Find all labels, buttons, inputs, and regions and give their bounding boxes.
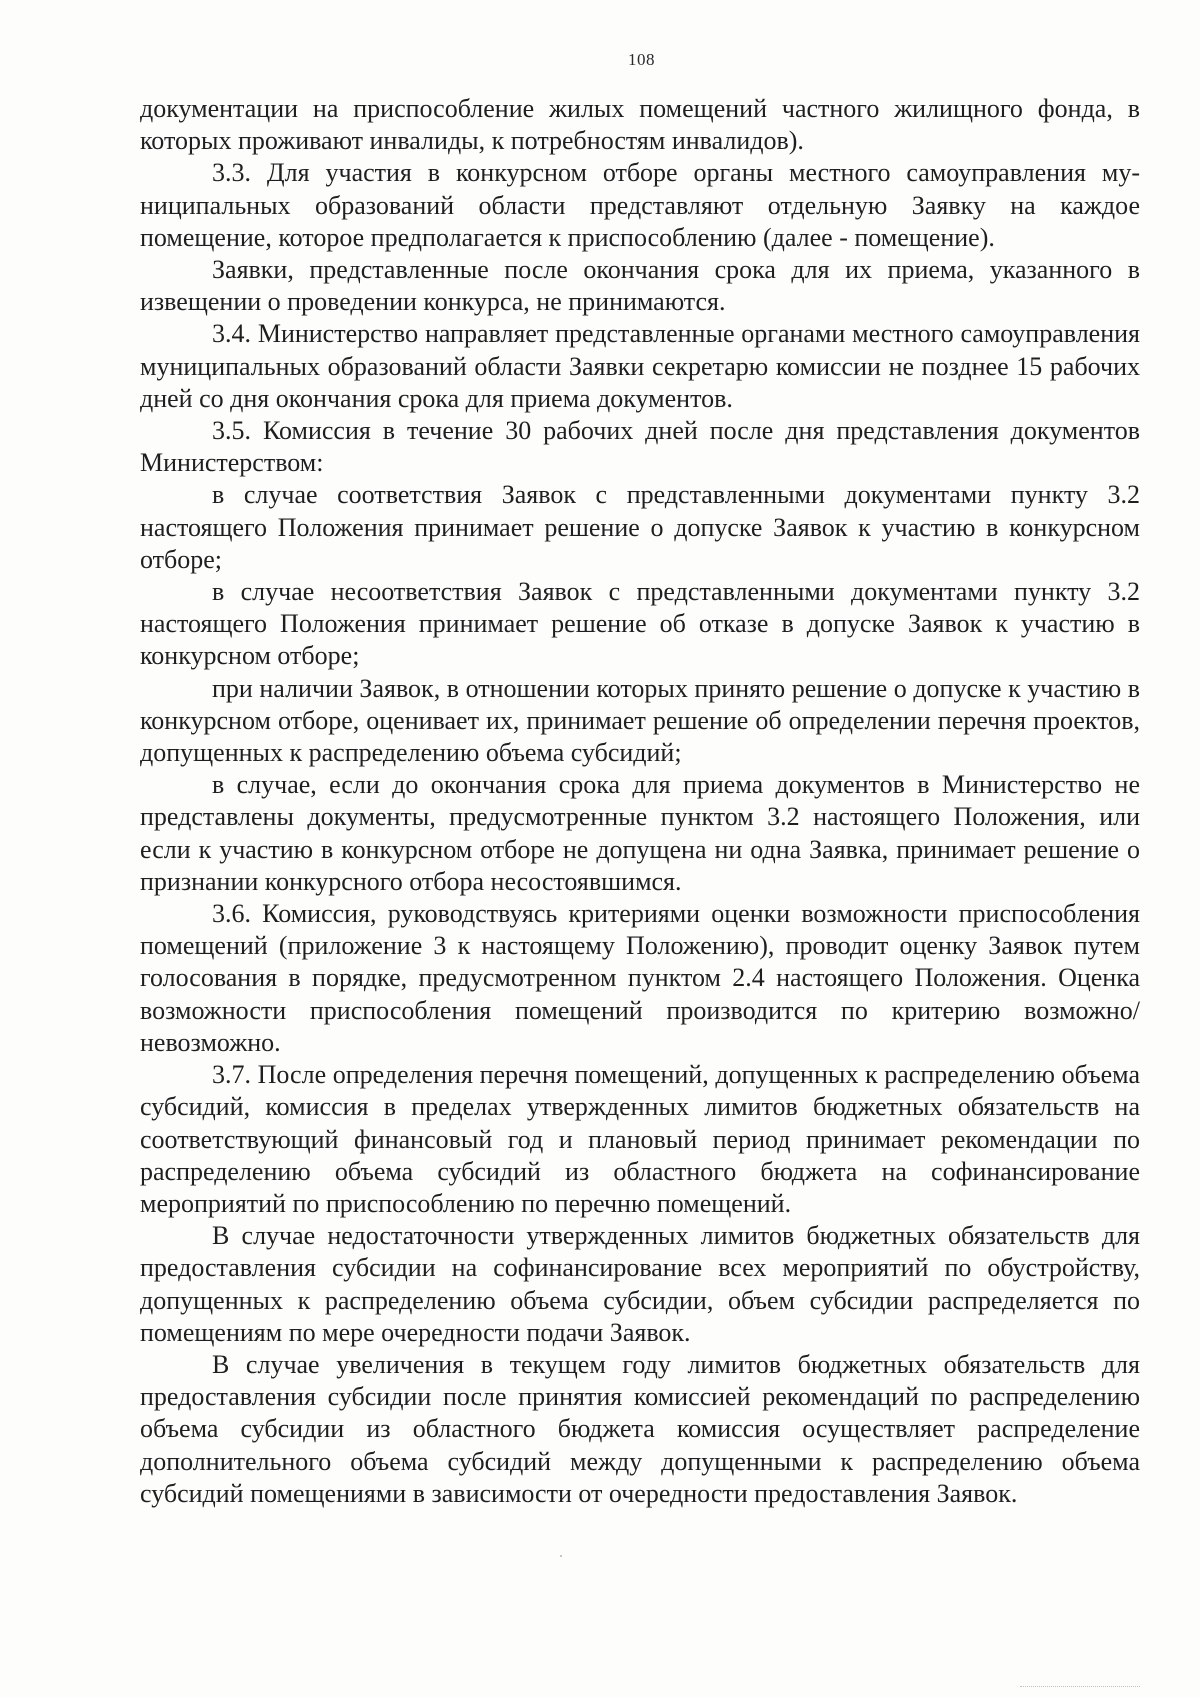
paragraph-insufficient-limits: В случае недостаточности утвержденных лимитов бюджетных обязательств для предоставления субсидии на софинансирование всех мероприятий по обустройству, допущенных к распределению объема субсидии, объем субсидии распределяется по помещениям по мере очередности подачи Заявок. (140, 1221, 1140, 1347)
paragraph-3-5-compliance: в случае соответствия Заявок с представленными документами пункту 3.2 настоящего Положения принимает решение о допуске Заявок к участию в конкурсном отборе; (140, 480, 1140, 574)
paragraph-3-5-failed-selection: в случае, если до окончания срока для приема документов в Министерство не представлены документы, предусмотренные пунктом 3.2 настоящего Положения, или если к участию в конкурсном отборе не допущена ни одна Заявка, принимает решение о признании конкурсного отбора несостоявшимся. (140, 770, 1140, 896)
page-number: 108 (628, 50, 655, 69)
paragraph-3-5-evaluation: при наличии Заявок, в отношении которых принято решение о допуске к участию в конкурсном отборе, оценивает их, принимает решение об определении перечня проектов, допущенных к распределению объема субсидий; (140, 673, 1140, 768)
paragraph-continuation: документации на приспособление жилых помещений частного жилищного фонда, в которых проживают инвалиды, к потребностям инвалидов). (140, 94, 1140, 156)
paragraph-3-4: 3.4. Министерство направляет представленные органами местного самоуправления муниципальных образований области Заявки секретарю комиссии не позднее 15 рабочих дней со дня окончания срока для приема документов. (140, 319, 1140, 413)
paragraph-3-5: 3.5. Комиссия в течение 30 рабочих дней после дня представления документов Министерством: (140, 416, 1140, 478)
paragraph-3-3: 3.3. Для участия в конкурсном отборе органы местного самоуправления муниципальных образований области представляют отдельную Заявку на каждое помещение, которое предполагается к приспособлению (далее - помещение). (140, 158, 1140, 252)
document-body (140, 93, 1140, 1510)
scan-artifact-edge (1020, 1686, 1140, 1691)
paragraph-3-5-noncompliance: в случае несоответствия Заявок с представленными документами пункту 3.2 настоящего Положения принимает решение об отказе в допуске Заявок к участию в конкурсном отборе; (140, 577, 1140, 671)
paragraph-3-7: 3.7. После определения перечня помещений, допущенных к распределению объема субсидий, комиссия в пределах утвержденных лимитов бюджетных обязательств на соответствующий финансовый год и плановый период принимает рекомендации по распределению объема субсидий из областного бюджета на софинансирование мероприятий по приспособлению по перечню помещений. (140, 1060, 1140, 1218)
paragraph-late-applications: Заявки, представленные после окончания срока для их приема, указанного в извещении о проведении конкурса, не принимаются. (140, 255, 1140, 317)
scan-artifact-dot (560, 1555, 562, 1557)
paragraph-increased-limits: В случае увеличения в текущем году лимитов бюджетных обязательств для предоставления субсидии после принятия комиссией рекомендаций по распределению объема субсидии из областного бюджета комиссия осуществляет распределение дополнительного объема субсидий между допущенными к распределению объема субсидий помещениями в зависимости от очередности предоставления Заявок. (140, 1349, 1140, 1508)
paragraph-3-6: 3.6. Комиссия, руководствуясь критериями оценки возможности приспособления помещений (приложение 3 к настоящему Положению), проводит оценку Заявок путем голосования в порядке, предусмотренном пунктом 2.4 настоящего Положения. Оценка возможности приспособления помещений производится по критерию возможно/невозможно. (140, 899, 1140, 1057)
